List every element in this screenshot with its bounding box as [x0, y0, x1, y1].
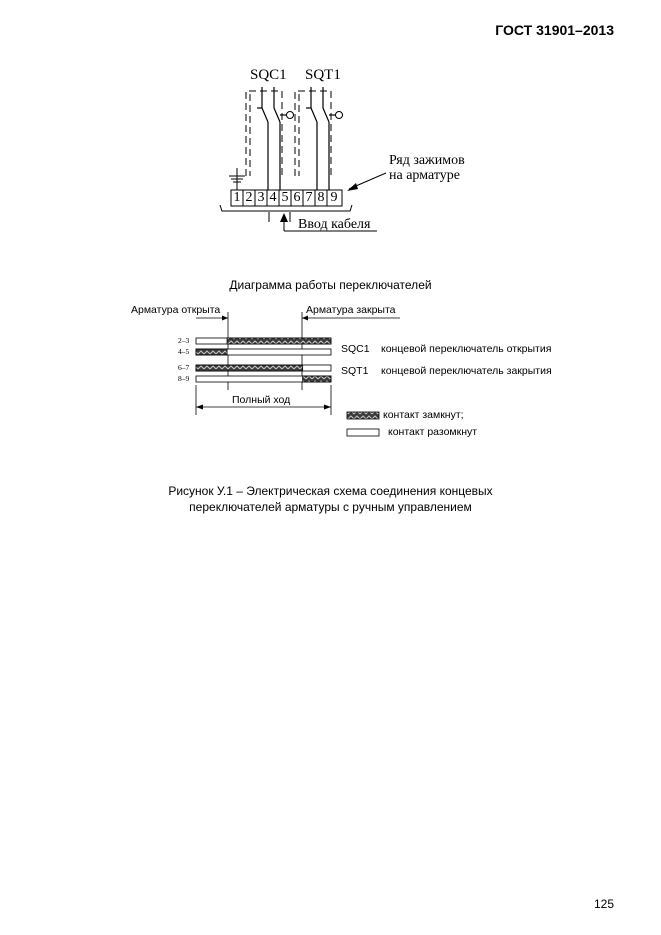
page-number: 125	[593, 897, 614, 911]
terminal-6: 6	[293, 190, 301, 205]
ground-icon	[229, 168, 245, 190]
contacts-label-6-7: 6–7	[178, 363, 190, 372]
terminal-8: 8	[317, 190, 325, 205]
contact-bars	[196, 338, 331, 382]
terminal-1: 1	[233, 190, 241, 205]
contacts-label-2-3: 2–3	[178, 336, 190, 345]
figure-caption	[0, 483, 661, 515]
terminal-9: 9	[330, 190, 338, 205]
closed-arrow-icon	[302, 316, 308, 321]
full-stroke-label: Полный ход	[232, 394, 291, 406]
diagram-title: Диаграмма работы переключателей	[229, 278, 432, 292]
full-stroke-right-arrow-icon	[324, 405, 331, 410]
terminal-label-arrow-icon	[347, 183, 358, 191]
legend-open-swatch	[347, 429, 379, 436]
sqt1-label: SQT1	[305, 67, 341, 83]
sqc1-contact-circle	[287, 112, 294, 119]
contact-bar-closed-segment-1	[227, 338, 331, 344]
open-arrow-icon	[222, 316, 228, 321]
legend-closed-label: контакт замкнут;	[383, 409, 464, 421]
terminal-7: 7	[305, 190, 313, 205]
terminal-5: 5	[281, 190, 289, 205]
full-stroke-left-arrow-icon	[196, 405, 203, 410]
contacts-label-8-9: 8–9	[178, 374, 190, 383]
contact-bar-closed-segment-3	[196, 365, 303, 371]
document-id: ГОСТ 31901–2013	[495, 22, 614, 38]
sqt1-description: концевой переключатель закрытия	[381, 365, 552, 377]
valve-closed-label: Арматура закрыта	[306, 304, 396, 316]
terminal-block-label-line2: на арматуре	[389, 168, 460, 183]
legend-open-label: контакт разомкнут	[388, 426, 478, 438]
switch-enclosure-outlines	[246, 91, 331, 176]
terminal-2: 2	[245, 190, 253, 205]
caption-line-2: переключателей арматуры с ручным управлением	[189, 500, 472, 514]
sqc1-label: SQC1	[250, 67, 287, 83]
sqt1-contact-circle	[336, 112, 343, 119]
contact-bar-closed-segment-2	[196, 349, 227, 355]
terminal-3: 3	[257, 190, 265, 205]
sqt1-code: SQT1	[341, 365, 369, 377]
valve-open-label: Арматура открыта	[131, 304, 221, 316]
sqc1-code: SQC1	[341, 343, 370, 355]
terminal-block-label-line1: Ряд зажимов	[389, 153, 465, 168]
cable-entry-label: Ввод кабеля	[298, 217, 371, 232]
legend-closed-swatch	[347, 412, 379, 419]
contacts-label-4-5: 4–5	[178, 347, 190, 356]
contact-bar-closed-segment-4	[303, 376, 331, 382]
terminal-4: 4	[269, 190, 277, 205]
caption-line-1: Рисунок У.1 – Электрическая схема соединения концевых	[168, 484, 493, 498]
cable-entry-arrow-icon	[280, 213, 288, 222]
sqc1-description: концевой переключатель открытия	[381, 343, 552, 355]
